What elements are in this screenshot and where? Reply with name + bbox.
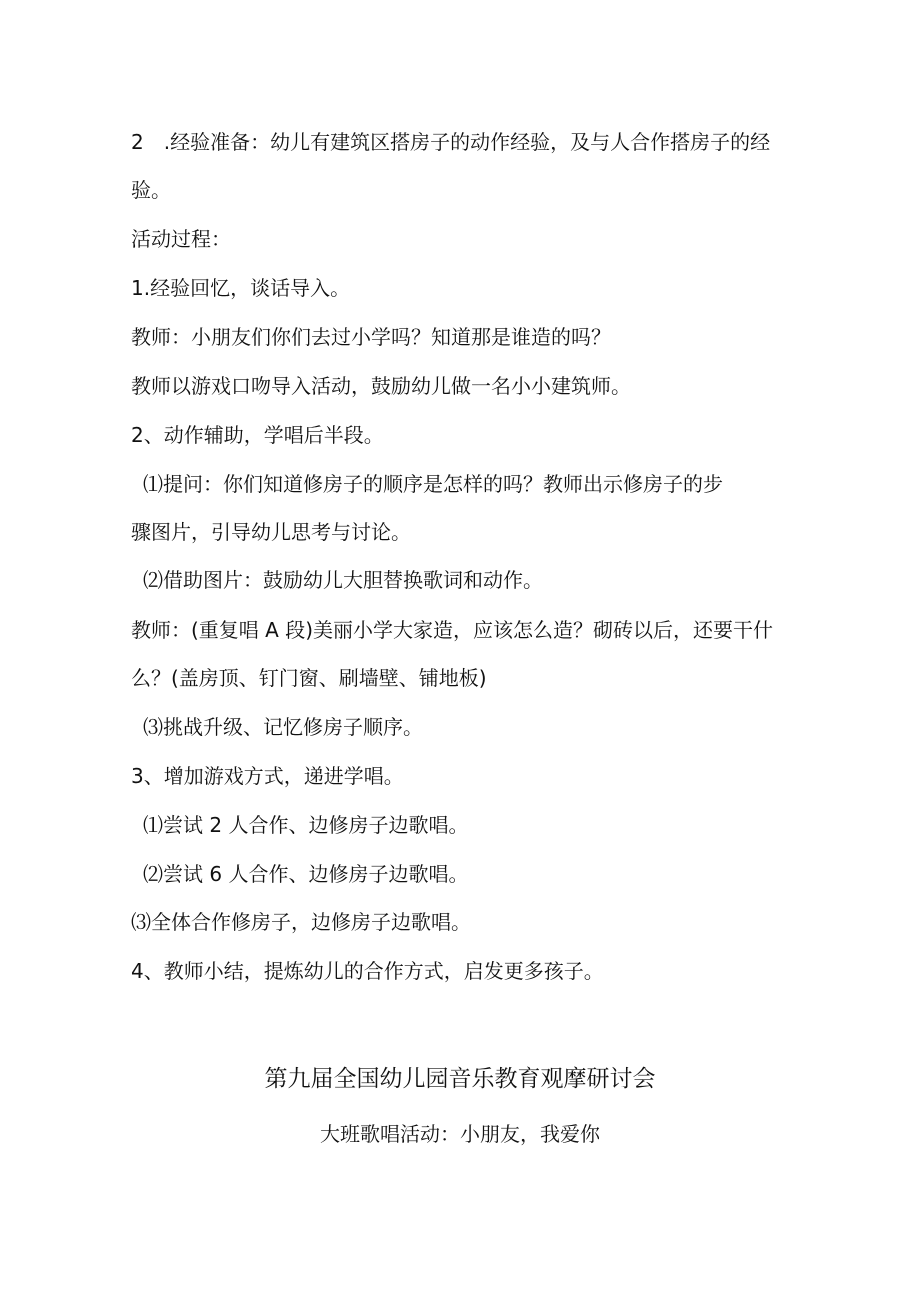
step-3-item-1: ⑴尝试 2 人合作、边修房子边歌唱。 xyxy=(143,813,469,837)
teacher-intro-line: 教师以游戏口吻导入活动，鼓励幼儿做一名小小建筑师。 xyxy=(131,374,631,398)
step-3-item-3: ⑶全体合作修房子，边修房子边歌唱。 xyxy=(131,910,471,934)
experience-preparation-line: 2 .经验准备：幼儿有建筑区搭房子的动作经验，及与人合作搭房子的经 xyxy=(131,130,771,154)
step-2-heading: 2、动作辅助，学唱后半段。 xyxy=(131,423,384,447)
step-3-item-2: ⑵尝试 6 人合作、边修房子边歌唱。 xyxy=(143,862,469,886)
step-2-item-3: ⑶挑战升级、记忆修房子顺序。 xyxy=(143,715,423,739)
step-1-heading: 1.经验回忆，谈话导入。 xyxy=(131,276,351,300)
experience-preparation-cont: 验。 xyxy=(131,178,171,202)
activity-title: 大班歌唱活动：小朋友，我爱你 xyxy=(320,1122,600,1146)
step-4-heading: 4、教师小结，提炼幼儿的合作方式，启发更多孩子。 xyxy=(131,959,604,983)
step-2-item-1-cont: 骤图片，引导幼儿思考与讨论。 xyxy=(131,520,411,544)
step-2-item-1: ⑴提问：你们知道修房子的顺序是怎样的吗？教师出示修房子的步 xyxy=(143,472,723,496)
activity-process-heading: 活动过程： xyxy=(131,227,231,251)
teacher-question-line: 教师：小朋友们你们去过小学吗？知道那是谁造的吗？ xyxy=(131,325,611,349)
conference-title: 第九届全国幼儿园音乐教育观摩研讨会 xyxy=(264,1066,656,1092)
teacher-sing-line: 教师：(重复唱 A 段)美丽小学大家造，应该怎么造？砌砖以后，还要干什 xyxy=(131,618,774,642)
teacher-sing-line-cont: 么？(盖房顶、钉门窗、刷墙壁、铺地板) xyxy=(131,666,487,690)
step-3-heading: 3、增加游戏方式，递进学唱。 xyxy=(131,764,404,788)
step-2-item-2: ⑵借助图片：鼓励幼儿大胆替换歌词和动作。 xyxy=(143,568,543,592)
